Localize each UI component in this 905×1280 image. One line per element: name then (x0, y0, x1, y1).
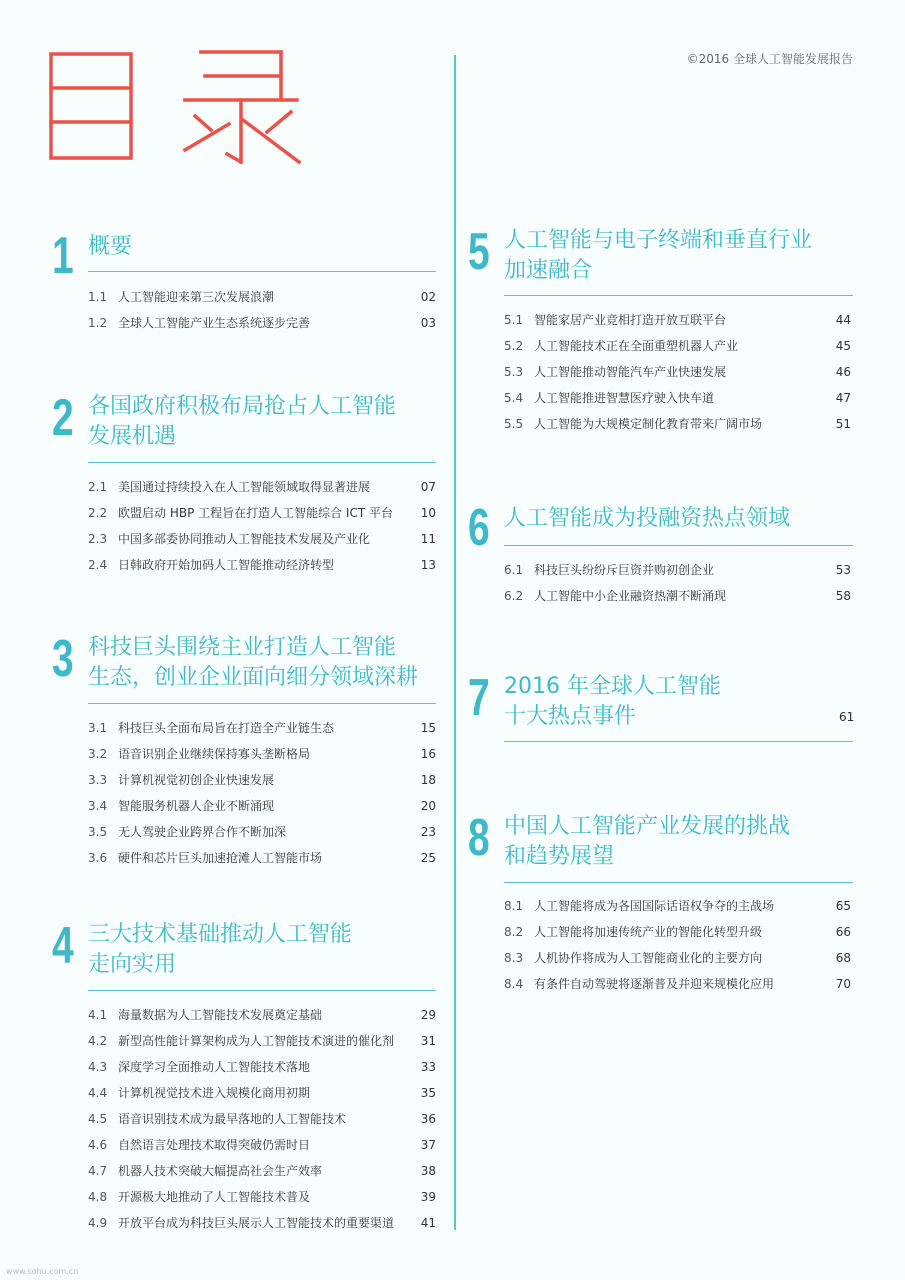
toc-entry[interactable]: 5.2 人工智能技术正在全面重塑机器人产业 45 (504, 339, 851, 353)
section-number: 1 (52, 227, 74, 285)
section-title[interactable]: 人工智能与电子终端和垂直行业 加速融合 (504, 228, 813, 283)
toc-entry[interactable]: 2.1 美国通过持续投入在人工智能领域取得显著进展 07 (88, 480, 436, 494)
toc-section-8 (468, 809, 856, 991)
toc-entry[interactable]: 3.2 语音识别企业继续保持寡头垄断格局 16 (88, 747, 436, 761)
toc-entry[interactable]: 6.1 科技巨头纷纷斥巨资并购初创企业 53 (504, 563, 851, 577)
toc-entry[interactable]: 5.4 人工智能推进智慧医疗驶入快车道 47 (504, 391, 851, 405)
toc-entry[interactable]: 4.2 新型高性能计算架构成为人工智能技术演进的催化剂 31 (88, 1034, 436, 1048)
section-rule (88, 703, 436, 704)
section-page: 61 (839, 710, 855, 724)
copyright-text: ©2016 全球人工智能发展报告 (686, 52, 853, 66)
toc-entry[interactable]: 3.4 智能服务机器人企业不断涌现 20 (88, 799, 436, 813)
section-number: 5 (468, 223, 490, 281)
toc-entry[interactable]: 8.2 人工智能将加速传统产业的智能化转型升级 66 (504, 925, 851, 939)
toc-entry[interactable]: 3.1 科技巨头全面布局旨在打造全产业链生态 15 (88, 721, 436, 735)
toc-entry[interactable]: 6.2 人工智能中小企业融资热潮不断涌现 58 (504, 589, 851, 603)
toc-section-1 (52, 227, 436, 330)
toc-entry[interactable]: 4.3 深度学习全面推动人工智能技术落地 33 (88, 1060, 436, 1074)
toc-section-4 (52, 917, 436, 1230)
toc-entry[interactable]: 4.6 自然语言处理技术取得突破仍需时日 37 (88, 1138, 436, 1152)
toc-entry[interactable]: 2.3 中国多部委协同推动人工智能技术发展及产业化 11 (88, 532, 436, 546)
section-number: 7 (468, 669, 490, 727)
section-number: 3 (52, 630, 74, 688)
section-title[interactable]: 中国人工智能产业发展的挑战 和趋势展望 (504, 814, 791, 869)
toc-title-graphic (45, 40, 305, 170)
section-number: 8 (468, 809, 490, 867)
toc-title (45, 40, 305, 170)
toc-section-7[interactable] (468, 669, 856, 747)
section-rule (504, 741, 853, 742)
section-number: 6 (468, 499, 490, 557)
section-number: 4 (52, 917, 74, 975)
toc-entry[interactable]: 4.4 计算机视觉技术进入规模化商用初期 35 (88, 1086, 436, 1100)
section-rule (88, 462, 436, 463)
section-title[interactable]: 人工智能成为投融资热点领域 (504, 506, 791, 531)
toc-entry[interactable]: 4.9 开放平台成为科技巨头展示人工智能技术的重要渠道 41 (88, 1216, 436, 1230)
column-divider (454, 55, 456, 1230)
toc-entry[interactable]: 2.4 日韩政府开始加码人工智能推动经济转型 13 (88, 558, 436, 572)
toc-entry[interactable]: 3.5 无人驾驶企业跨界合作不断加深 23 (88, 825, 436, 839)
toc-entry[interactable]: 3.3 计算机视觉初创企业快速发展 18 (88, 773, 436, 787)
section-title[interactable]: 各国政府积极布局抢占人工智能 发展机遇 (88, 394, 397, 449)
toc-entry[interactable]: 5.1 智能家居产业竞相打造开放互联平台 44 (504, 313, 851, 327)
section-rule (504, 545, 853, 546)
section-title[interactable]: 科技巨头围绕主业打造人工智能 生态，创业企业面向细分领域深耕 (88, 635, 419, 690)
toc-entry[interactable]: 5.3 人工智能推动智能汽车产业快速发展 46 (504, 365, 851, 379)
toc-entry[interactable]: 5.5 人工智能为大规模定制化教育带来广阔市场 51 (504, 417, 851, 431)
toc-section-6 (468, 499, 856, 603)
watermark-text: www.sohu.com.cn (6, 1267, 79, 1276)
toc-entry[interactable]: 8.1 人工智能将成为各国国际话语权争夺的主战场 65 (504, 899, 851, 913)
toc-section-5 (468, 223, 856, 431)
section-title: 2016 年全球人工智能 十大热点事件 (504, 674, 721, 729)
section-title[interactable]: 三大技术基础推动人工智能 走向实用 (88, 922, 353, 977)
section-rule (88, 271, 436, 272)
toc-section-2 (52, 389, 436, 572)
toc-entry[interactable]: 1.1 人工智能迎来第三次发展浪潮 02 (88, 290, 436, 304)
section-rule (504, 295, 853, 296)
toc-entry[interactable]: 4.5 语音识别技术成为最早落地的人工智能技术 36 (88, 1112, 436, 1126)
toc-entry[interactable]: 1.2 全球人工智能产业生态系统逐步完善 03 (88, 316, 436, 330)
section-rule (504, 882, 853, 883)
toc-entry[interactable]: 2.2 欧盟启动 HBP 工程旨在打造人工智能综合 ICT 平台 10 (88, 506, 436, 520)
toc-entry[interactable]: 8.3 人机协作将成为人工智能商业化的主要方向 68 (504, 951, 851, 965)
toc-section-3 (52, 630, 436, 865)
toc-entry[interactable]: 4.8 开源极大地推动了人工智能技术普及 39 (88, 1190, 436, 1204)
section-number: 2 (52, 389, 74, 447)
section-rule (88, 990, 436, 991)
section-title[interactable]: 概要 (88, 234, 133, 259)
toc-entry[interactable]: 4.1 海量数据为人工智能技术发展奠定基础 29 (88, 1008, 436, 1022)
toc-entry[interactable]: 4.7 机器人技术突破大幅提高社会生产效率 38 (88, 1164, 436, 1178)
toc-entry[interactable]: 8.4 有条件自动驾驶将逐渐普及并迎来规模化应用 70 (504, 977, 851, 991)
toc-entry[interactable]: 3.6 硬件和芯片巨头加速抢滩人工智能市场 25 (88, 851, 436, 865)
